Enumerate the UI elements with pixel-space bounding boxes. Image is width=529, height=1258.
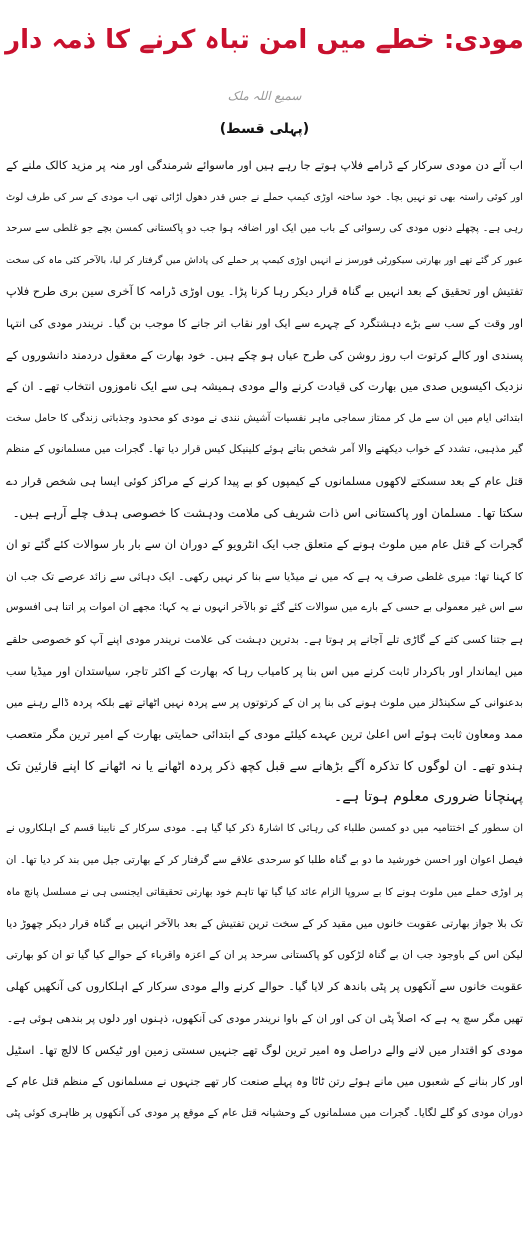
installment-label: (پہلی قسط)	[219, 121, 310, 137]
article-line: ابتدائی ایام میں ان سے مل کر ممتاز سماجی ماہر نفسیات آشیش نندی نے مودی کو محدود وجذباتی زندگی کا حامل سخت	[6, 412, 523, 424]
article-line: تھیں مگر سچ یہ ہے کہ اصلاً پٹی ان کی اور ان کے باوا نریندر مودی کی آنکھوں، ذہنوں اور دلوں پر بندھی ہوئی ہے۔	[6, 1012, 523, 1026]
article-line: سکتا تھا۔ مسلمان اور پاکستانی اس ذات شریف کی ملامت ودہشت کا خصوصی ہدف چلے آرہے ہیں۔	[12, 505, 523, 520]
headline: مودی: خطے میں امن تباہ کرنے کا ذمہ دار	[5, 25, 524, 55]
article-line: دوران مودی کو گلے لگایا۔ گجرات میں مسلمانوں کے وحشیانہ قتل عام کے موقع پر مودی کی آنکھوں پر ظاہری کوئی پٹی	[6, 1106, 523, 1119]
article-line: پر اوڑی حملے میں ملوث ہونے کا بے سروپا الزام عائد کیا گیا تھا تاہم خود بھارتی تحقیقاتی ایجنسی ہی نے مسلسل پانچ ماہ	[6, 886, 523, 898]
article-line: رہی ہے۔ پچھلے دنوں مودی کی رسوائی کے باب میں ایک اور اضافہ ہوا جب دو پاکستانی کمسن بچے جو غلطی سے سرحد	[6, 223, 523, 235]
article-line: بدعنوانی کے سکینڈلز میں ملوث ہونے کی بنا پر ان کے کرتوتوں پر سے پردہ نہیں اٹھاتے تھے بلکہ پردہ ڈالے رہنے میں	[6, 696, 523, 710]
article-line: گیر مذہبی، تشدد کے خواب دیکھنے والا آمر شخص بتاتے ہوئے کلینیکل کیس قرار دیا تھا۔ گجرات میں مسلمانوں کے منظم	[6, 443, 523, 456]
article-line: قتل عام کے بعد سسکتے لاکھوں مسلمانوں کے کیمپوں کو بے پیدا کرنے کے مراکز کوئی ایسا ہی شخص قرار دے	[6, 474, 523, 488]
author-byline: سمیع اللہ ملک	[227, 89, 302, 103]
article-line: تفتیش اور تحقیق کے بعد انہیں بے گناہ قرار دیکر رہا کرنا پڑا۔ یوں اوڑی ڈرامہ کا آخری سین بری طرح فلاپ	[6, 284, 523, 299]
article-line: اور کار بنانے کے شعبوں میں مانے ہوئے رتن ٹاٹا وہ پہلے صنعت کار تھے جنہوں نے مسلمانوں کے منظم قتل عام کے	[6, 1075, 523, 1089]
article-line: پہنچانا ضروری معلوم ہوتا ہے۔	[333, 788, 523, 805]
article-line: اور کوئی راستہ بھی تو نہیں بچا۔ خود ساختہ اوڑی کیمپ حملے نے جس قدر دھول اڑائی تھی اب مودی کے سر کی طرف لوٹ	[6, 191, 523, 203]
article-line: فیصل اعوان اور احسن خورشید ما دو بے گناہ طلبا کو سرحدی علاقے سے گرفتار کر کے بھارتی جیل میں بند کر دیا تھا۔ ان	[6, 854, 523, 867]
article-line: تک بلا جواز بھارتی عقوبت خانوں میں مقید کر کے سخت ترین تفتیش کے بعد بالآخر انہیں بے گناہ قرار دیکر چھوڑ دیا	[6, 917, 523, 931]
article-line: اور وقت کے سب سے بڑے دہشتگرد کے چہرے سے ایک اور نقاب اتر جانے کا موجب بن گیا۔ نریندر مودی کی انتہا	[6, 316, 523, 330]
article-line: ان سطور کے اختتامیہ میں دو کمسن طلباء کی رہائی کا اشارۃً ذکر کیا گیا ہے۔ مودی سرکار کے نابینا قسم کے اہلکاروں نے	[6, 823, 523, 835]
article-line: ممد ومعاون ثابت ہوئے اس اعلیٰ ترین عہدے کیلئے مودی کے ابتدائی حمایتی بھارت کے امیر ترین مگر متعصب	[6, 726, 523, 741]
article-line: عبور کر گئے تھے اور بھارتی سیکورٹی فورسز نے انہیں اوڑی کیمپ پر حملے کی پاداش میں گرفتار کر لیا، بالآخر کئی ماہ کی سخت	[6, 254, 523, 266]
article-line: ہندو تھے۔ ان لوگوں کا تذکرہ آگے بڑھانے سے قبل کچھ ذکر پردہ اٹھانے یا نہ اٹھانے کا اپنے قارئین تک	[6, 758, 523, 774]
article-line: سے اس غیر معمولی بے حسی کے بارے میں سوالات کئے گئے تو بالآخر انہوں نے یہ کہا: مجھے ان اموات پر اتنا ہی افسوس	[6, 601, 523, 614]
article-line: کا کہنا تھا: میری غلطی صرف یہ ہے کہ میں نے میڈیا سے بنا کر نہیں رکھی۔ ایک دہائی سے زائد عرصے تک جب ان	[6, 569, 523, 583]
article-line: نزدیک اکیسویں صدی میں بھارت کی قیادت کرنے والے مودی ہمیشہ ہی سے ایک ناموزوں انتخاب تھے۔ ان کے	[6, 379, 523, 394]
article-line: مودی کو اقتدار میں لانے والے دراصل وہ امیر ترین لوگ تھے جنہیں سستی زمین اور ٹیکس کا لالچ تھا۔ اسٹیل	[6, 1042, 523, 1057]
article-line: پسندی اور کالے کرتوت اب روز روشن کی طرح عیاں ہو چکے ہیں۔ خود بھارت کے معقول دردمند دانشوروں کے	[6, 348, 523, 362]
article-line: گجرات کے قتل عام میں ملوث ہونے کے متعلق جب ایک انٹرویو کے دوران ان سے بار بار سوالات کئے گئے تو ان	[6, 537, 523, 552]
article-body	[6, 150, 523, 1256]
article-line: ہے جتنا کسی کتے کے گاڑی تلے آجانے پر ہوتا ہے۔ بدترین دہشت کی علامت نریندر مودی اپنے آپ کو خصوصی حلقے	[6, 632, 523, 646]
article-line: اب آئے دن مودی سرکار کے ڈرامے فلاپ ہوتے جا رہے ہیں اور ماسوائے شرمندگی اور منہ پر مزید کالک ملنے کے	[6, 159, 523, 172]
article-line: عقوبت خانوں سے آنکھوں پر پٹی باندھ کر لایا گیا۔ حوالے کرنے والے مودی سرکار کے اہلکاروں کی آنکھیں کھلی	[6, 980, 523, 994]
article-line: میں ایماندار اور باکردار ثابت کرنے میں اس بنا پر کامیاب رہا کہ بھارت کے اکثر تاجر، سیاستدان اور میڈیا سب	[6, 664, 523, 678]
article-line: لیکن اس کے باوجود جب ان بے گناہ لڑکوں کو پاکستانی سرحد پر ان کے اعزہ واقرباء کے حوالے کیا گیا تو ان کو بھارتی	[6, 948, 523, 961]
